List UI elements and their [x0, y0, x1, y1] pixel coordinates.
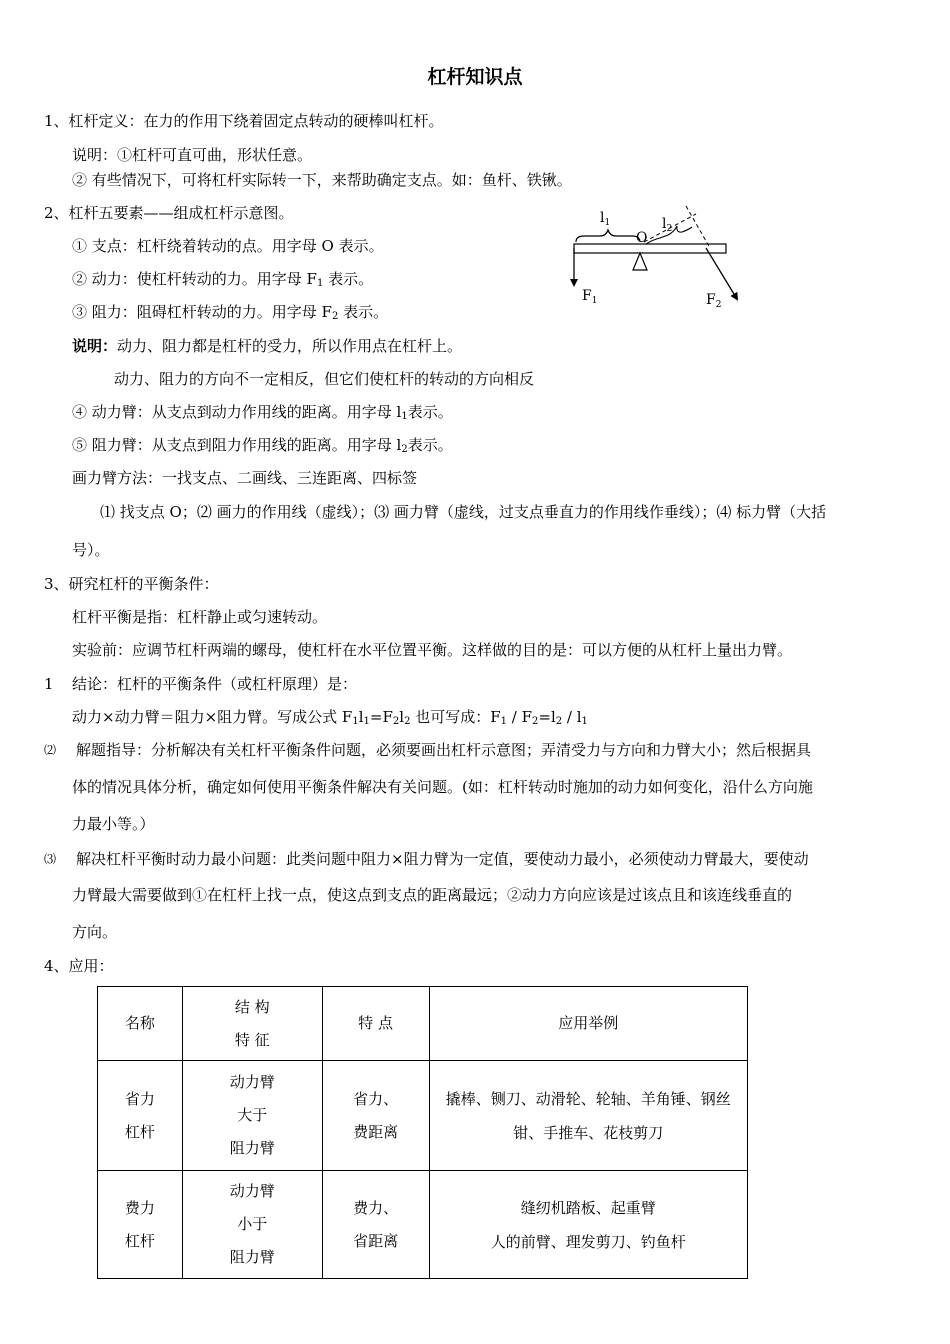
element-fulcrum: ① 支点：杠杆绕着转动的点。用字母 O 表示。	[72, 237, 384, 255]
l1-brace	[576, 230, 640, 242]
arm-drawing-method: 画力臂方法：一找支点、二画线、三连距离、四标签	[72, 469, 418, 487]
header-feature: 特 点	[322, 987, 429, 1061]
application-heading: 4、应用：	[44, 957, 114, 975]
element-effort-arm: ④ 动力臂：从支点到动力作用线的距离。用字母 $l_1$表示。	[72, 403, 453, 422]
arm-drawing-steps: ⑴ 找支点 O；⑵ 画力的作用线（虚线）；⑶ 画力臂（虚线，过支点垂直力的作用线作垂线）；⑷ 标力臂（大括	[100, 503, 827, 521]
balance-heading: 3、研究杠杆的平衡条件：	[44, 575, 219, 593]
conclusion-number: 1	[44, 675, 54, 693]
min-force-line-2: 力臂最大需要做到①在杠杆上找一点，使这点到支点的距离最远；②动力方向应该是过该点且和该连线垂直的	[72, 886, 793, 904]
balance-formula: 动力×动力臂＝阻力×阻力臂。写成公式 $F_1l_1=F_2l_2$ 也可写成：$F_1 / F_2=l_2 / l_1$	[72, 708, 588, 727]
table-row	[98, 1171, 748, 1279]
balance-definition: 杠杆平衡是指：杠杆静止或匀速转动。	[72, 608, 328, 626]
page-title: 杠杆知识点	[427, 66, 523, 88]
fulcrum-triangle	[633, 253, 647, 270]
min-force-line-3: 方向。	[72, 923, 118, 941]
lever-bar	[574, 244, 726, 253]
min-force-number: ⑶	[44, 852, 57, 866]
row-feature: 费力、 省距离	[322, 1171, 429, 1279]
l2-label: $l_2$	[662, 216, 673, 234]
header-examples: 应用举例	[429, 987, 748, 1061]
table-header-row	[98, 987, 748, 1061]
o-label: O	[636, 230, 648, 246]
experiment-prep: 实验前：应调节杠杆两端的螺母，使杠杆在水平位置平衡。这样做的目的是：可以方便的从杠杆上量出力臂。	[72, 641, 793, 659]
guide-line-3: 力最小等。）	[72, 815, 155, 833]
five-elements-heading: 2、杠杆五要素——组成杠杆示意图。	[44, 204, 294, 222]
lever-diagram	[560, 200, 760, 312]
row-examples: 缝纫机踏板、起重臂 人的前臂、理发剪刀、钓鱼杆	[429, 1171, 748, 1279]
definition-note-1: 说明：①杠杆可直可曲，形状任意。	[72, 146, 313, 164]
forces-note: 说明：动力、阻力都是杠杆的受力，所以作用点在杠杆上。	[72, 337, 463, 355]
guide-number: ⑵	[44, 743, 57, 757]
l1-label: $l_1$	[600, 210, 611, 228]
element-resistance-force: ③ 阻力：阻碍杠杆转动的力。用字母 $F_2$ 表示。	[72, 303, 389, 322]
min-force-line-1: 解决杠杆平衡时动力最小问题：此类问题中阻力×阻力臂为一定值，要使动力最小，必须使动力臂最大，要使动	[76, 850, 809, 868]
lever-application-table	[97, 986, 748, 1279]
lever-definition: 1、杠杆定义：在力的作用下绕着固定点转动的硬棒叫杠杆。	[44, 112, 444, 130]
element-resistance-arm: ⑤ 阻力臂：从支点到阻力作用线的距离。用字母 $l_2$表示。	[72, 436, 453, 455]
row-feature: 省力、 费距离	[322, 1061, 429, 1171]
f2-action-line	[686, 206, 710, 248]
element-effort-force: ② 动力：使杠杆转动的力。用字母 $F_1$ 表示。	[72, 270, 374, 289]
header-structure: 结 构 特 征	[182, 987, 322, 1061]
definition-note-2: ② 有些情况下，可将杠杆实际转一下，来帮助确定支点。如：鱼杆、铁锹。	[72, 171, 572, 189]
conclusion-text: 结论：杠杆的平衡条件（或杠杆原理）是：	[72, 675, 358, 693]
f1-label: $F_1$	[582, 288, 598, 306]
forces-direction-note: 动力、阻力的方向不一定相反，但它们使杠杆的转动的方向相反	[114, 370, 535, 388]
table-row	[98, 1061, 748, 1171]
row-structure: 动力臂 大于 阻力臂	[182, 1061, 322, 1171]
row-examples: 撬棒、铡刀、动滑轮、轮轴、羊角锤、钢丝 钳、手推车、花枝剪刀	[429, 1061, 748, 1171]
f2-label: $F_2$	[706, 292, 722, 310]
row-name: 省力 杠杆	[98, 1061, 183, 1171]
row-structure: 动力臂 小于 阻力臂	[182, 1171, 322, 1279]
row-name: 费力 杠杆	[98, 1171, 183, 1279]
guide-line-1: 解题指导：分析解决有关杠杆平衡条件问题，必须要画出杠杆示意图；弄清受力与方向和力臂大小；然后根据具	[76, 741, 812, 759]
guide-line-2: 体的情况具体分析，确定如何使用平衡条件解决有关问题。(如：杠杆转动时施加的动力如何变化，沿什么方向施	[72, 778, 813, 796]
header-name: 名称	[98, 987, 183, 1061]
arm-drawing-steps-tail: 号）。	[72, 541, 110, 559]
